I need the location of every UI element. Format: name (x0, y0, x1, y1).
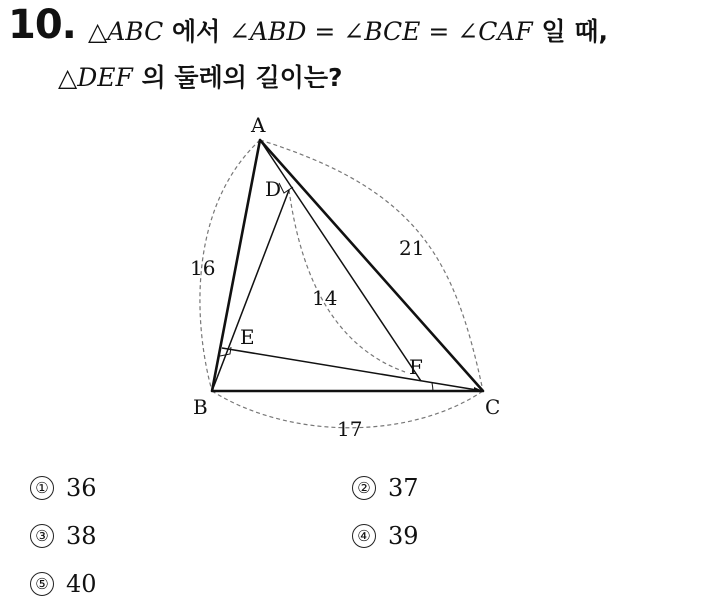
equals-sign: = (420, 17, 458, 46)
choice-5[interactable] (30, 570, 97, 598)
choice-2[interactable] (352, 474, 419, 502)
segment-ce (222, 348, 483, 391)
label-point-a: A (251, 113, 266, 137)
choice-3-value: 38 (66, 522, 97, 550)
triangle-symbol: △ (88, 17, 108, 46)
choice-1-value: 36 (66, 474, 97, 502)
choice-1[interactable] (30, 474, 97, 502)
math-abd: ABD (249, 17, 307, 46)
angle-symbol: ∠ (343, 17, 365, 46)
choice-4[interactable] (352, 522, 419, 550)
triangle-symbol: △ (58, 63, 78, 92)
choice-3-mark: ③ (30, 524, 54, 548)
text-il-ttae: 일 때, (532, 17, 608, 46)
choice-2-value: 37 (388, 474, 419, 502)
choice-3[interactable] (30, 522, 97, 550)
choice-5-value: 40 (66, 570, 97, 598)
label-point-b: B (193, 395, 208, 419)
label-point-e: E (240, 325, 255, 349)
length-ac: 21 (399, 236, 425, 260)
math-def: DEF (77, 63, 133, 92)
text-eseo: 에서 (163, 17, 229, 46)
right-angle-d (279, 183, 293, 193)
angle-symbol: ∠ (228, 17, 250, 46)
choice-4-value: 39 (388, 522, 419, 550)
math-abc: ABC (107, 17, 164, 46)
math-bce: BCE (364, 17, 421, 46)
label-point-c: C (485, 395, 501, 419)
choice-5-mark: ⑤ (30, 572, 54, 596)
segment-bd (212, 190, 289, 391)
label-point-d: D (265, 177, 282, 201)
label-point-f: F (409, 355, 423, 379)
choice-2-mark: ② (352, 476, 376, 500)
segment-af (260, 140, 421, 381)
length-df: 14 (312, 286, 338, 310)
question-number: 10. (8, 2, 76, 48)
arc-df (289, 190, 405, 372)
length-bc: 17 (337, 417, 363, 441)
angle-symbol: ∠ (457, 17, 479, 46)
math-caf: CAF (478, 17, 533, 46)
equals-sign: = (306, 17, 344, 46)
text-perimeter-question: 의 둘레의 길이는? (132, 63, 343, 92)
length-ab: 16 (190, 256, 216, 280)
choice-1-mark: ① (30, 476, 54, 500)
choice-4-mark: ④ (352, 524, 376, 548)
